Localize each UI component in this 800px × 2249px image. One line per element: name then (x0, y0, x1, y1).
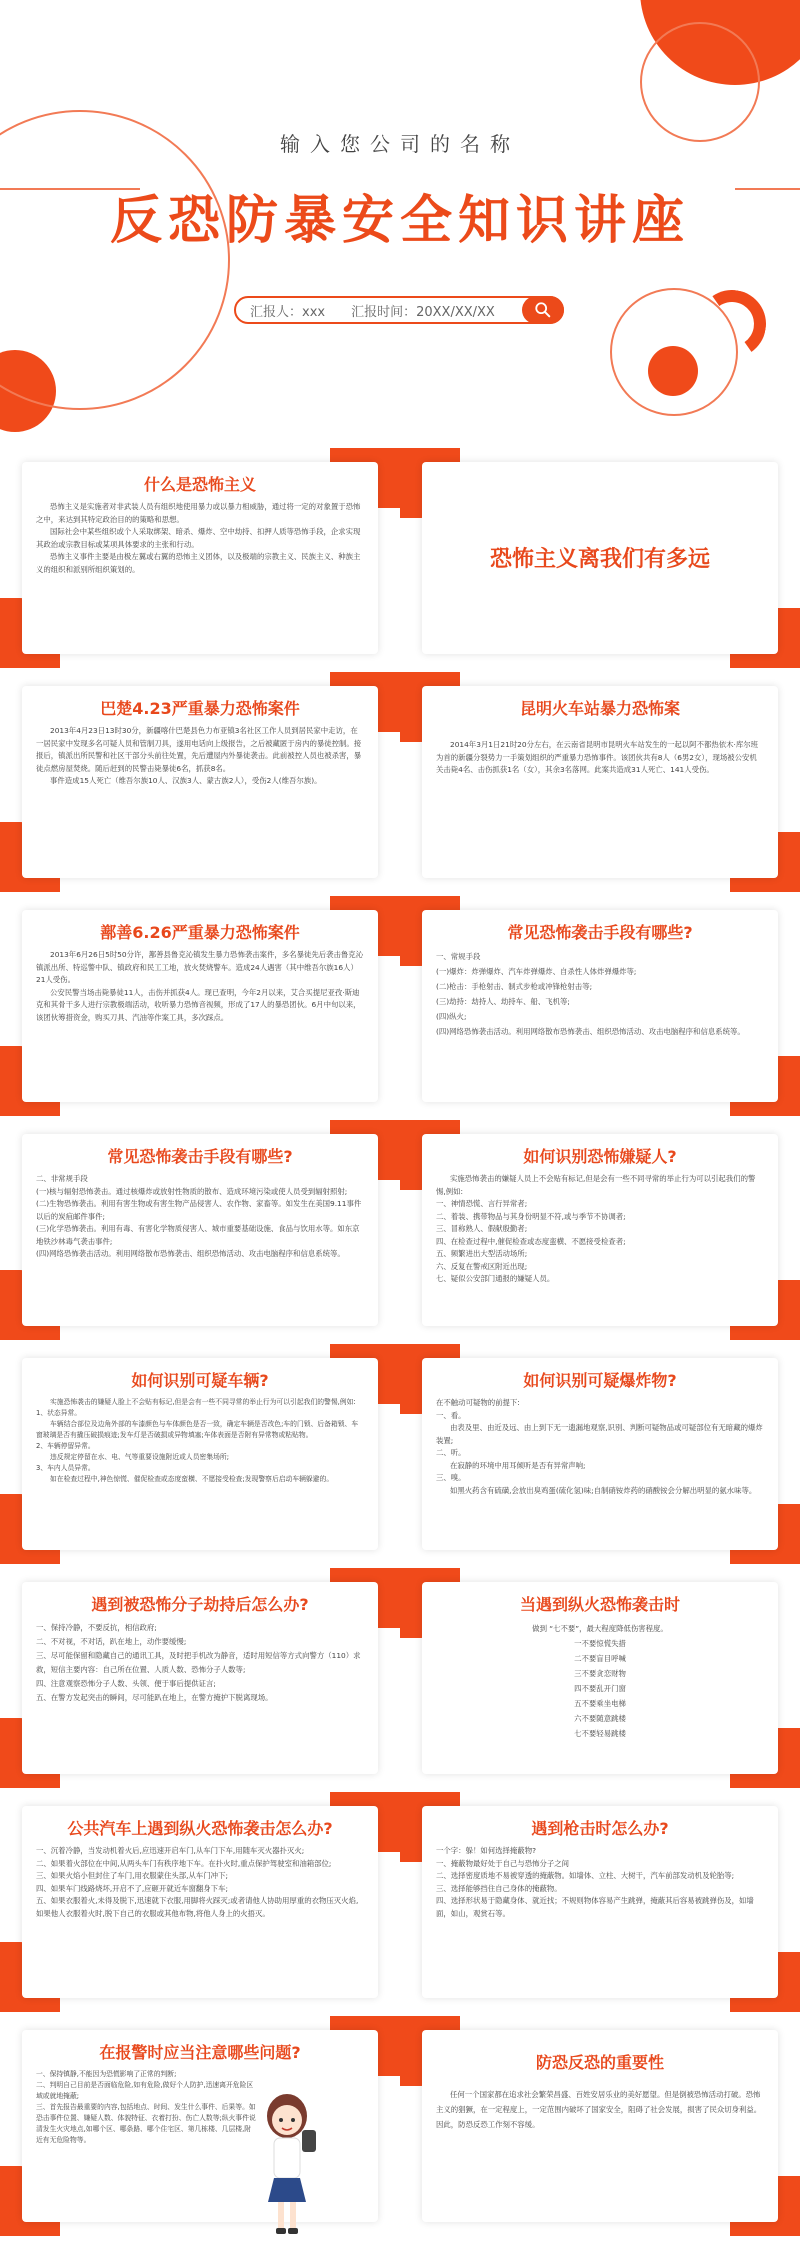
company-name: 输入您公司的名称 (280, 132, 520, 156)
slide-paragraph: (四)纵火; (436, 1012, 467, 1021)
slide-paragraph: 六不要随意跳楼 (574, 1714, 626, 1723)
slide-card (22, 1358, 378, 1550)
slide-importance (400, 2016, 800, 2236)
slide-paragraph: 二、着装、携带物品与其身份明显不符,或与季节不协调者; (436, 1211, 626, 1221)
slide-hostage (0, 1568, 400, 1788)
slide-card (422, 910, 778, 1102)
slide-title: 遇到枪击时怎么办? (531, 1819, 669, 1838)
slide-card (22, 1582, 378, 1774)
slide-paragraph: (四)网络恐怖袭击活动。利用网络散布恐怖袭击、组织恐怖活动、攻击电脑程序和信息系统等。 (436, 1027, 745, 1036)
slide-what-is-terrorism (0, 448, 400, 668)
slide-title: 防恐反恐的重要性 (535, 2053, 664, 2072)
slide-title: 在报警时应当注意哪些问题? (99, 2043, 301, 2062)
slide-paragraph: 三、嗅。 (436, 1473, 466, 1482)
slide-title: 如何识别恐怖嫌疑人? (523, 1147, 677, 1166)
slide-bus-arson (0, 1792, 400, 2012)
slide-paragraph: 一、看。 (436, 1410, 466, 1420)
slide-paragraph: 一、保持冷静，不要反抗，相信政府; (36, 1623, 157, 1632)
slide-attack-means-1 (400, 896, 800, 1116)
slide-paragraph: 1、状态异常。 (36, 1409, 82, 1417)
slide-title: 常见恐怖袭击手段有哪些? (107, 1147, 293, 1166)
slide-paragraph: 三、冒称熟人、假献殷勤者; (436, 1224, 528, 1233)
slide-paragraph: 四、在检查过程中,催促检查或态度蛮横、不愿接受检查者; (436, 1236, 626, 1246)
slide-card (422, 1806, 778, 1998)
slide-paragraph: (三)劫持：劫持人、劫持车、船、飞机等; (436, 997, 570, 1006)
slide-report-police (0, 2016, 400, 2236)
slide-paragraph: 七、疑似公安部门通报的嫌疑人员。 (436, 1274, 555, 1283)
slide-paragraph: 违反规定停留在水、电、气等重要设施附近或人员密集场所; (50, 1453, 230, 1461)
slide-paragraph: 四不要乱开门窗 (574, 1684, 626, 1693)
slide-title: 常见恐怖袭击手段有哪些? (507, 923, 693, 942)
slide-paragraph: 三、首先报告最重要的内容,包括地点、时间、发生什么事件、后果等。如恐击事件位置、嫌疑人数、体貌特征、衣着打扮、伤亡人数等;纵火事件说清发生火灾地点,如哪个区、哪条路、哪个住宅区、第几栋楼、几层楼,附近有无危险物等。 (36, 2103, 256, 2144)
slide-paragraph: 三不要贪恋财物 (574, 1669, 626, 1678)
slide-paragraph: 三、如果火焰小但封住了车门,用衣服蒙住头部,从车门冲下; (36, 1871, 228, 1880)
slide-title: 遇到被恐怖分子劫持后怎么办? (91, 1595, 309, 1614)
slide-card (22, 910, 378, 1102)
slide-title: 巴楚4.23严重暴力恐怖案件 (100, 699, 300, 718)
slide-paragraph: (二)枪击：手枪射击、制式步枪或冲锋枪射击等; (436, 982, 593, 991)
slide-paragraph: 七不要轻易跳楼 (574, 1729, 626, 1738)
slide-attack-means-2 (0, 1120, 400, 1340)
cover-section (0, 0, 800, 448)
slide-paragraph: 二、选择密度质地不易被穿透的掩蔽物。如墙体、立柱、大树干，汽车前部发动机及轮胎等; (436, 1871, 735, 1880)
slide-paragraph: 一、保持镇静,不能因为恐慌影响了正常的判断; (36, 2070, 177, 2078)
slide-paragraph: 如黑火药含有硫磺,会放出臭鸡蛋(硫化氢)味;自制硝铵炸药的硝酸铵会分解出明显的氨水味等。 (450, 1485, 757, 1495)
slide-card (22, 2030, 378, 2222)
slide-paragraph: 2013年4月23日13时30分，新疆喀什巴楚县色力布亚镇3名社区工作人员到居民家中走访，在一居民家中发现多名可疑人员和管制刀具，遂用电话向上级报告，之后被藏匿于房内的暴徒控制。接报后，镇派出所民警和社区干部分头前往处置，先后遭屋内外暴徒袭击。此前被控人员也被杀害，暴徒点燃房屋焚烧。随后赶到的民警击毙暴徒6名，抓获8名。 (36, 726, 362, 773)
slide-identify-vehicle (0, 1344, 400, 1564)
slide-card (422, 686, 778, 878)
page-title: 反恐防暴安全知识讲座 (109, 191, 690, 251)
slide-paragraph: 2013年6月26日5时50分许，鄯善县鲁克沁镇发生暴力恐怖袭击案件，多名暴徒先后袭击鲁克沁镇派出所、特巡警中队、镇政府和民工工地，放火焚烧警车。造成24人遇害（其中维吾尔族16人）21人受伤。 (36, 950, 364, 984)
slide-card (422, 2030, 778, 2222)
slide-paragraph: 一不要惊慌失措 (574, 1639, 626, 1648)
slide-paragraph: 六、反复在警戒区附近出现; (436, 1261, 528, 1271)
slide-identify-explosive (400, 1344, 800, 1564)
slide-paragraph: 二、如果着火部位在中间,从两头车门有秩序地下车。在扑火时,重点保护驾驶室和油箱部位; (36, 1858, 332, 1868)
slide-title: 如何识别可疑爆炸物? (523, 1371, 677, 1390)
slide-paragraph: (二)生物恐怖袭击。利用有害生物或有害生物产品侵害人、农作物、家畜等。如发生在美国9.11事件以后的炭疽邮件事件; (36, 1199, 362, 1221)
slide-paragraph: 车辆结合部位及边角外部的车漆颜色与车体颜色是否一致，确定车辆是否改色;车的门锁、后备箱锁、车窗玻璃是否有撬压破损痕迹;发车灯是否破损或异物填塞;车体表面是否附有异常物或粘贴物。 (36, 1420, 359, 1439)
slide-paragraph: (一)核与辐射恐怖袭击。通过核爆炸或放射性物质的散布、造成环境污染或使人员受到辐射照射; (36, 1186, 348, 1196)
slide-card (22, 1806, 378, 1998)
slide-paragraph: 事件造成15人死亡（维吾尔族10人、汉族3人、蒙古族2人），受伤2人(维吾尔族)。 (50, 776, 322, 785)
slide-card (422, 462, 778, 654)
slide-title: 鄯善6.26严重暴力恐怖案件 (100, 923, 300, 942)
slide-shanshan-case (0, 896, 400, 1116)
slide-gunshot (400, 1792, 800, 2012)
slide-paragraph: 一、常规手段 (436, 952, 481, 961)
slide-paragraph: 三、选择能够挡住自己身体的掩蔽物。 (436, 1883, 562, 1893)
slide-paragraph: 实施恐怖袭击的嫌疑人脸上不会贴有标记,但是会有一些不同寻常的举止行为可以引起我们的警惕,例如: (50, 1398, 356, 1406)
slide-title: 公共汽车上遇到纵火恐怖袭击怎么办? (67, 1819, 333, 1838)
slide-paragraph: 公安民警当场击毙暴徒11人，击伤并抓获4人。现已查明，今年2月以来，艾合买提尼亚孜·斯迪克和其骨干多人进行宗教极端活动，收听暴力恐怖音视频，形成了17人的暴恐团伙。6月中旬以来，该团伙筹措资金，购买刀具、汽油等作案工具，多次踩点。 (36, 987, 361, 1022)
slide-paragraph: 2014年3月1日21时20分左右，在云南省昆明市昆明火车站发生的一起以阿不都热依木·库尔班为首的新疆分裂势力一手策划组织的严重暴力恐怖事件。该团伙共有8人（6男2女），现场被公安机关击毙4名、击伤抓获1名（女），其余3名落网。此案共造成31人死亡、141人受伤。 (436, 740, 759, 774)
slide-paragraph: 实施恐怖袭击的嫌疑人员上不会贴有标记,但是会有一些不同寻常的举止行为可以引起我们的警惕,例如: (436, 1174, 756, 1196)
slide-card (422, 1582, 778, 1774)
slide-card (22, 1134, 378, 1326)
slide-paragraph: 三、尽可能保留和隐藏自己的通讯工具，及时把手机改为静音，适时用短信等方式向警方（110）求救，短信主要内容：自己所在位置、人质人数、恐怖分子人数等; (36, 1651, 361, 1674)
slide-card (22, 462, 378, 654)
slide-paragraph: 一个字：躲！如何选择掩蔽物? (436, 1846, 537, 1855)
decor-ring (640, 22, 760, 142)
slide-title: 什么是恐怖主义 (143, 475, 256, 494)
slide-paragraph: 五、在警方发起突击的瞬间，尽可能趴在地上，在警方掩护下脱离现场。 (36, 1693, 273, 1702)
slide-paragraph: 恐怖主义是实施者对非武装人员有组织地使用暴力或以暴力相威胁，通过将一定的对象置于恐怖之中，来达到其特定政治目的的策略和思想。 (36, 502, 361, 524)
slide-title: 恐怖主义离我们有多远 (489, 546, 710, 572)
slide-paragraph: 在寂静的环境中用耳倾听是否有异常声响; (450, 1460, 586, 1470)
slide-paragraph: 二、不对视，不对话，趴在地上，动作要缓慢; (36, 1637, 187, 1646)
slide-paragraph: 国际社会中某些组织或个人采取绑架、暗杀、爆炸、空中劫持、扣押人质等恐怖手段，企求实现其政治或宗教目标或某项具体要求的主张和行动。 (36, 527, 361, 549)
slide-paragraph: 任何一个国家都在追求社会繁荣昌盛、百姓安居乐业的美好愿望。但是倒被恐怖活动打破。恐怖主义的猖獗，在一定程度上，一定范围内破坏了国家安全，阻碍了社会发展，损害了民众切身利益。因此，防恐反恐工作刻不容缓。 (436, 2090, 762, 2129)
slide-card (22, 686, 378, 878)
slide-title: 当遇到纵火恐怖袭击时 (519, 1595, 680, 1614)
slide-paragraph: 2、车辆停留异常。 (36, 1442, 95, 1450)
slide-how-far-terrorism (400, 448, 800, 668)
reporter-label: 汇报人：xxx (250, 304, 326, 320)
slide-paragraph: 3、车内人员异常。 (36, 1464, 95, 1472)
slide-paragraph: (四)网络恐怖袭击活动。利用网络散布恐怖袭击、组织恐怖活动、攻击电脑程序和信息系统等。 (36, 1249, 345, 1258)
slide-arson-attack (400, 1568, 800, 1788)
slide-paragraph: 四、注意观察恐怖分子人数、头领、便于事后提供证言; (36, 1679, 216, 1688)
slide-paragraph: 由表及里、由近及远、由上到下无一遗漏地观察,识别、判断可疑物品或可疑部位有无暗藏的爆炸装置; (436, 1423, 763, 1445)
slide-kunming-case (400, 672, 800, 892)
slide-paragraph: 五不要乘坐电梯 (574, 1699, 626, 1708)
slide-paragraph: 二、非常规手段 (36, 1174, 88, 1183)
slide-card (422, 1134, 778, 1326)
slide-title: 如何识别可疑车辆? (131, 1371, 269, 1390)
slide-bachu-case (0, 672, 400, 892)
search-button[interactable] (522, 296, 564, 324)
slide-paragraph: 五、如果衣服着火,未得及脱下,迅速就下衣服,用脚将火踩灭;或者请他人协助用厚重的衣物压灭火焰,如果他人衣服着火时,脱下自己的衣服或其他布物,将他人身上的火捂灭。 (36, 1896, 359, 1918)
report-time-label: 汇报时间：20XX/XX/XX (351, 304, 495, 320)
slide-paragraph: 一、沉着冷静，当发动机着火后,应迅速开启车门,从车门下车,用随车灭火器扑灭火; (36, 1846, 305, 1855)
slide-paragraph: 恐怖主义事件主要是由极左翼或右翼的恐怖主义团体，以及极端的宗教主义、民族主义、种族主义的组织和派别所组织策划的。 (36, 552, 361, 574)
slide-paragraph: 四、选择形状易于隐藏身体、就近找；不规则物体容易产生跳弹，掩蔽其后容易被跳弹伤及，如墙面，如山，观赏石等。 (436, 1896, 754, 1918)
slide-paragraph: 四、如果车门线路烧坏,开启不了,应砸开就近车窗翻身下车; (36, 1883, 228, 1893)
cartoon-girl-illustration (252, 2090, 322, 2236)
slide-paragraph: 一、神情恐慌、言行异常者; (436, 1199, 528, 1208)
slide-paragraph: 二、听。 (436, 1448, 466, 1457)
slide-paragraph: (一)爆炸：炸弹爆炸、汽车炸弹爆炸、自杀性人体炸弹爆炸等; (436, 967, 637, 976)
slide-paragraph: 二、判明自己目前是否面临危险,如有危险,做好个人防护,迅速离开危险区域或就地掩蔽; (36, 2081, 254, 2100)
slide-paragraph: (三)化学恐怖袭击。利用有毒、有害化学物质侵害人、城市重要基础设施、食品与饮用水等。如东京地铁沙林毒气袭击事件; (36, 1224, 360, 1246)
slide-title: 昆明火车站暴力恐怖案 (519, 699, 680, 718)
slide-card (422, 1358, 778, 1550)
slide-paragraph: 如在检查过程中,神色惊慌、催促检查或态度蛮横、不愿接受检查;发现警察后启动车辆躲避的。 (50, 1475, 334, 1483)
search-icon (534, 301, 552, 319)
slide-paragraph: 五、频繁进出大型活动场所; (436, 1249, 528, 1258)
slide-paragraph: 一、掩蔽物最好处于自己与恐怖分子之间 (436, 1858, 570, 1868)
slide-paragraph: 二不要盲目呼喊 (574, 1654, 626, 1663)
slide-paragraph: 做到 “七不要”，最大程度降低伤害程度。 (532, 1624, 668, 1633)
slide-paragraph: 在不触动可疑物的前提下: (436, 1398, 520, 1407)
report-info-bar (234, 296, 564, 324)
slide-identify-suspect (400, 1120, 800, 1340)
